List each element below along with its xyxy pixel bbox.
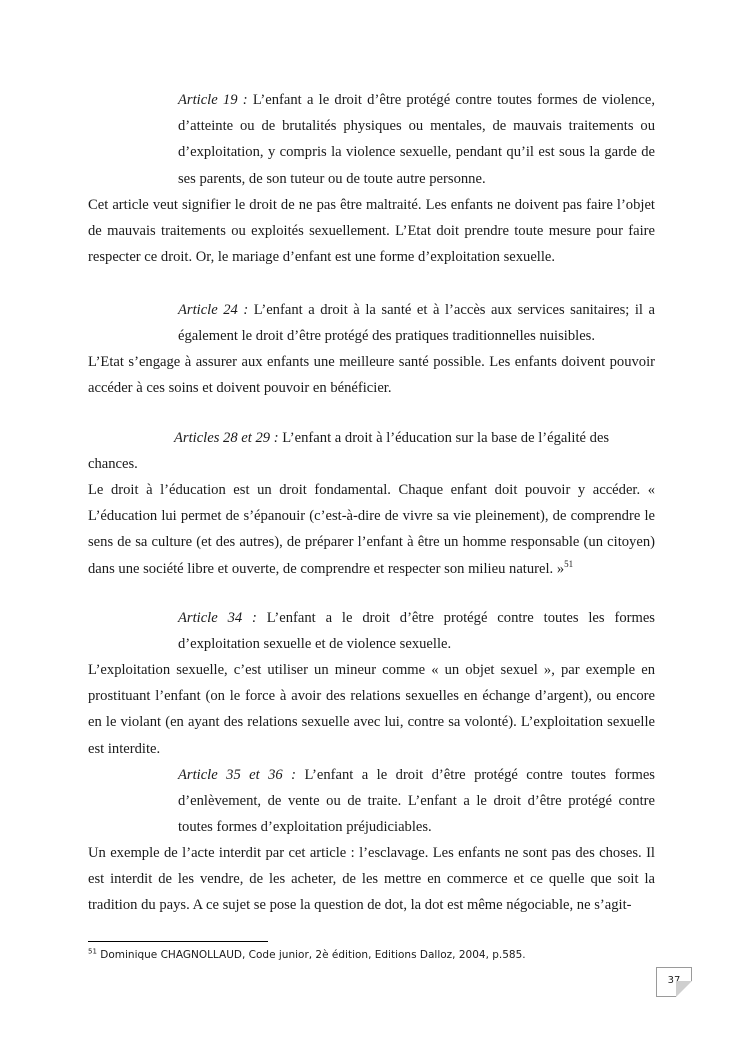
footnote-ref-51[interactable]: 51: [564, 558, 574, 569]
footnote-text: Dominique CHAGNOLLAUD, Code junior, 2è édition, Editions Dalloz, 2004, p.585.: [96, 949, 526, 961]
article-28-29-text: L’enfant a droit à l’éducation sur la base de l’égalité des: [278, 430, 610, 446]
paragraph-article-35-36-comment: Un exemple de l’acte interdit par cet article : l’esclavage. Les enfants ne sont pas des choses. Il est interdit de les vendre, de les acheter, de les mettre en commerce et ce quelle que soit la tradition du pays. A ce sujet se pose la question de dot, la dot est même négociable, ne s’agit-: [88, 845, 655, 914]
footnote-divider: [88, 941, 268, 942]
article-19-label: Article 19 :: [178, 92, 248, 108]
article-35-36-text: L’enfant a le droit d’être protégé contre toutes formes d’enlèvement, de vente ou de traite. L’enfant a le droit d’être protégé contre toutes formes d’exploitation préjudiciables.: [178, 767, 655, 836]
paragraph-article-34-comment: L’exploitation sexuelle, c’est utiliser un mineur comme « un objet sexuel », par exemple en prostituant l’enfant (on le force à avoir des relations sexuelles en échange d’argent), ou encore en le violant (en ayant des relations sexuelle avec lui, contre sa volonté). L’exploitation sexuelle est interdite.: [88, 662, 655, 757]
paragraph-chances: chances.: [88, 456, 138, 472]
article-24-text: L’enfant a droit à la santé et à l’accès aux services sanitaires; il a également le droit d’être protégé des pratiques traditionnelles nuisibles.: [178, 302, 655, 345]
article-34-quote: [178, 605, 655, 657]
footnote-51: [88, 947, 688, 963]
footnote-number: 51: [88, 947, 97, 956]
page-number-box: [656, 967, 692, 997]
article-24-label: Article 24 :: [178, 302, 249, 318]
paragraph-article-24-comment: L’Etat s’engage à assurer aux enfants une meilleure santé possible. Les enfants doivent pouvoir accéder à ces soins et doivent pouvoir en bénéficier.: [88, 354, 655, 397]
article-34-text: L’enfant a le droit d’être protégé contre toutes les formes d’exploitation sexuelle et de violence sexuelle.: [178, 610, 655, 653]
article-28-29-quote: [174, 425, 655, 451]
paragraph-education: [88, 477, 655, 582]
article-28-29-label: Articles 28 et 29 :: [174, 430, 279, 446]
paragraph-education-text: Le droit à l’éducation est un droit fondamental. Chaque enfant doit pouvoir y accéder. « L’éducation lui permet de s’épanouir (c’est-à-dire de vivre sa vie pleinement), de comprendre le sens de sa culture (et des autres), de préparer l’enfant à être un homme responsable (un citoyen) dans une société libre et ouverte, de comprendre et respecter son milieu naturel. »: [88, 482, 655, 577]
page-number: 37: [667, 975, 681, 986]
article-24-quote: [178, 297, 655, 349]
article-35-36-label: Article 35 et 36 :: [178, 767, 297, 783]
article-19-text: L’enfant a le droit d’être protégé contre toutes formes de violence, d’atteinte ou de brutalités physiques ou mentales, de mauvais traitements ou d’exploitation, y compris la violence sexuelle, pendant qu’il est sous la garde de ses parents, de son tuteur ou de toute autre personne.: [178, 92, 655, 187]
article-34-label: Article 34 :: [178, 610, 257, 626]
paragraph-article-19-comment: Cet article veut signifier le droit de ne pas être maltraité. Les enfants ne doivent pas faire l’objet de mauvais traitements ou exploités sexuellement. L’Etat doit prendre toute mesure pour faire respecter ce droit. Or, le mariage d’enfant est une forme d’exploitation sexuelle.: [88, 197, 655, 266]
article-35-36-quote: [178, 762, 655, 841]
article-19-quote: [178, 87, 655, 192]
page-curl-icon: [676, 981, 692, 997]
